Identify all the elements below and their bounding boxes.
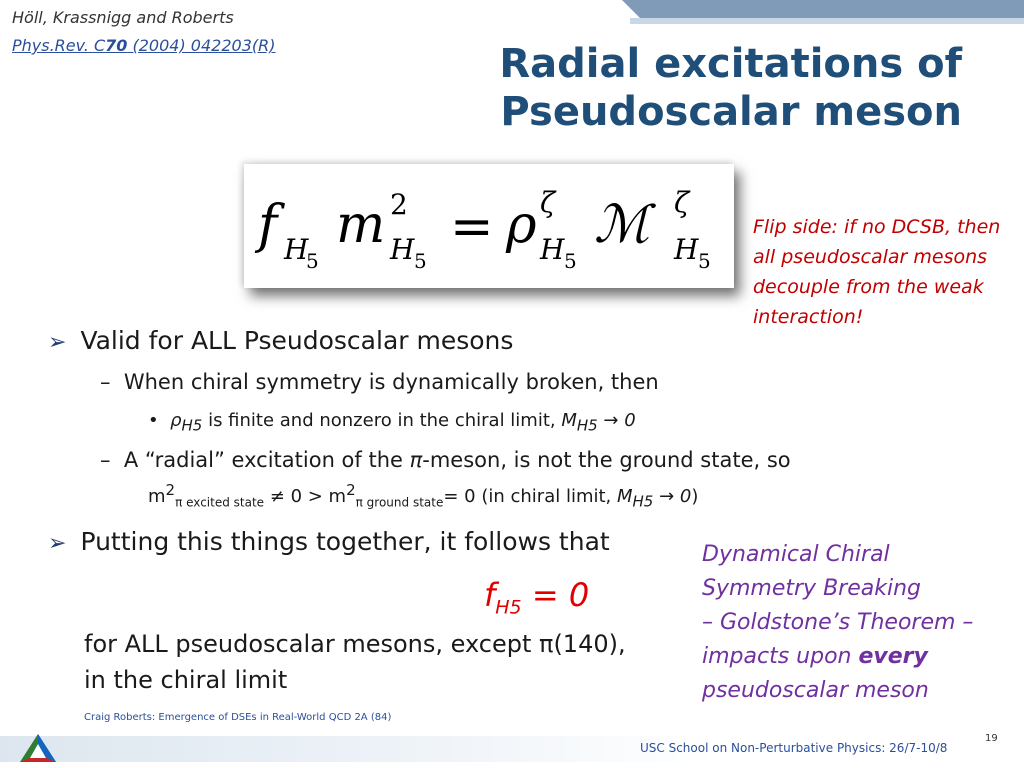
- bullet-arrow-icon: ➢: [48, 531, 67, 556]
- bullet-arrow-icon: ➢: [48, 330, 67, 355]
- eq-H4: H: [674, 233, 699, 266]
- exception-line-1: for ALL pseudoscalar mesons, except π(140),: [84, 630, 626, 658]
- eq-H2: H: [390, 233, 415, 266]
- eq-M: ℳ: [594, 195, 650, 255]
- bullet-valid: ➢ Valid for ALL Pseudoscalar mesons: [48, 326, 514, 355]
- eq-m: m: [336, 195, 386, 255]
- bullet-radial: – A “radial” excitation of the π-meson, is not the ground state, so: [100, 448, 791, 472]
- slide-title: Radial excitations of Pseudoscalar meson: [499, 41, 962, 135]
- eq-five: 5: [306, 249, 319, 273]
- eq-zeta: ζ: [540, 186, 556, 219]
- header-band-light: [630, 18, 1024, 24]
- exception-line-2: in the chiral limit: [84, 666, 288, 694]
- bullet-chiral: – When chiral symmetry is dynamically broken, then: [100, 370, 659, 394]
- eq-zeta2: ζ: [674, 186, 690, 219]
- eq-two: 2: [390, 188, 408, 221]
- eq-five3: 5: [564, 249, 577, 273]
- authors: Höll, Krassnigg and Roberts: [12, 8, 234, 27]
- eq-rho: ρ: [506, 195, 537, 255]
- eq-five2: 5: [414, 249, 427, 273]
- eq-H: H: [284, 233, 309, 266]
- dcsb-note: Dynamical Chiral Symmetry Breaking – Goldstone’s Theorem – impacts upon every pseudoscalar meson: [702, 542, 974, 703]
- reference-link[interactable]: Phys.Rev. C70 (2004) 042203(R): [12, 36, 276, 55]
- eq-equals: =: [450, 197, 494, 257]
- eq-five4: 5: [698, 249, 711, 273]
- bullet-rho: • $\rho_{H5}$ is finite and nonzero in the chiral limit, $M_{H5} \to 0$: [148, 410, 636, 435]
- page-number: 19: [985, 733, 998, 744]
- fh5-equation: $f_{H5} = 0$: [484, 576, 590, 619]
- flip-side-note: Flip side: if no DCSB, then all pseudoscalar mesons decouple from the weak interaction!: [753, 216, 1001, 328]
- equation-box: [244, 164, 734, 288]
- eq-H3: H: [540, 233, 565, 266]
- footer-left: Craig Roberts: Emergence of DSEs in Real-World QCD 2A (84): [84, 712, 392, 723]
- mass-inequality: $m^2_{\pi excited state} \ne 0 > m^2_{\pi ground state}= 0$ (in chiral limit, $M_{H5} \to 0$): [148, 481, 699, 511]
- equation: [244, 164, 734, 288]
- bullet-together: ➢ Putting this things together, it follows that: [48, 527, 610, 556]
- eq-f: f: [258, 195, 278, 255]
- triangle-logo-icon: [18, 732, 58, 764]
- header-band: [600, 0, 1024, 18]
- footer-right: USC School on Non-Perturbative Physics: 26/7-10/8: [640, 741, 948, 755]
